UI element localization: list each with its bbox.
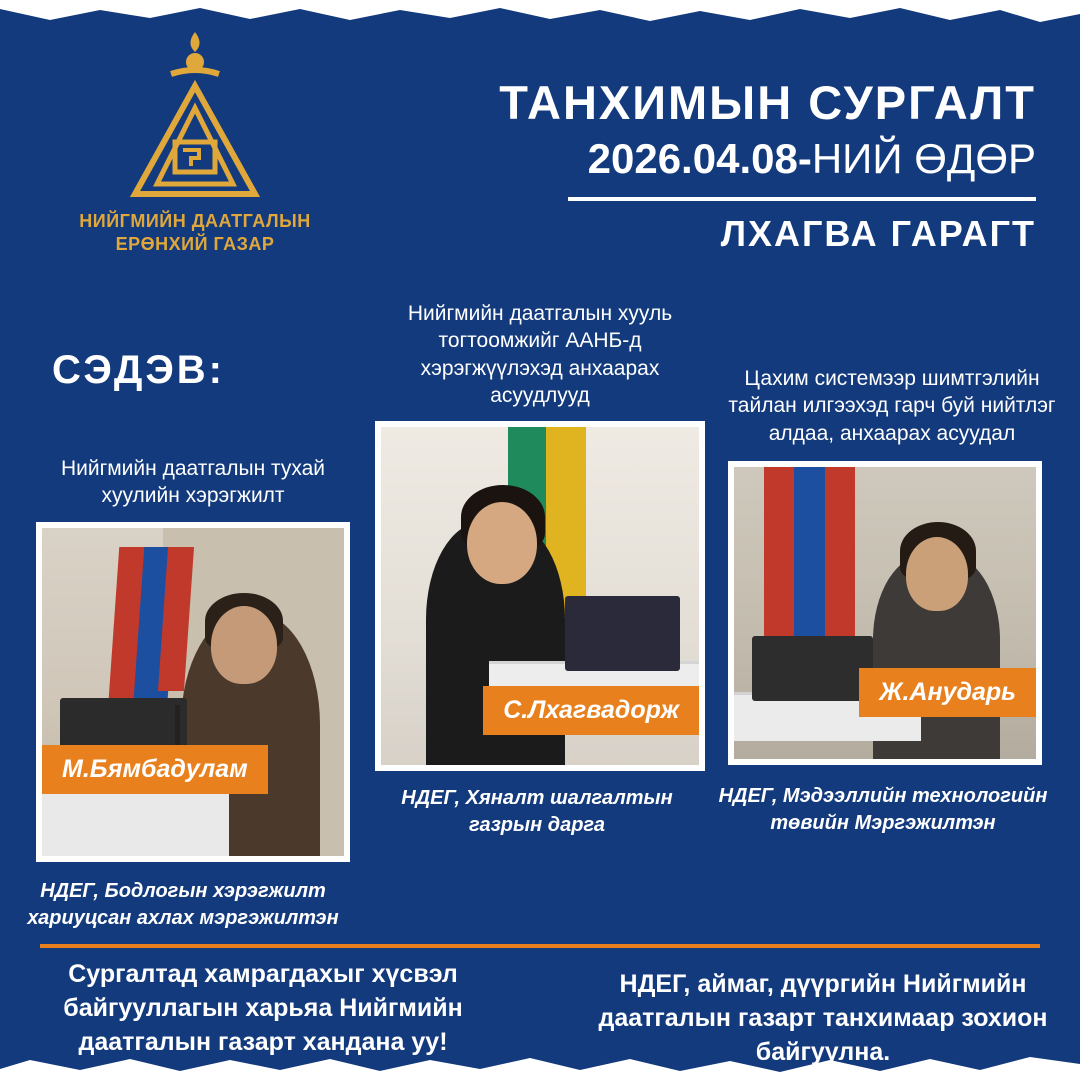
speaker-role: НДЕГ, Мэдээллийн технологийн төвийн Мэргэжилтэн	[718, 784, 1048, 834]
poster-day: ЛХАГВА ГАРАГТ	[720, 213, 1036, 255]
footer-divider	[40, 944, 1040, 948]
topic-label: СЭДЭВ:	[52, 348, 225, 392]
speaker-topic: Нийгмийн даатгалын хууль тогтоомжийг ААНБ-д хэрэгжүүлэхэд анхаарах асуудлууд	[407, 302, 673, 407]
speaker-card	[18, 455, 368, 932]
soyombo-emblem-icon	[105, 24, 285, 204]
speaker-role: НДЕГ, Бодлогын хэрэгжилт хариуцсан ахлах мэргэжилтэн	[27, 879, 339, 929]
speaker-photo-2	[375, 421, 705, 771]
footer-note-right: НДЕГ, аймаг, дүүргийн Нийгмийн даатгалын газарт танхимаар зохион байгуулна.	[598, 970, 1048, 1066]
org-line-1: НИЙГМИЙН ДААТГАЛЫН	[79, 211, 311, 231]
poster-title: ТАНХИМЫН СУРГАЛТ	[499, 76, 1036, 129]
photo-person-head	[211, 606, 277, 684]
date-number: 2026.04.08-	[587, 135, 812, 183]
speaker-topic: Нийгмийн даатгалын тухай хуулийн хэрэгжилт	[60, 457, 326, 508]
header-divider	[568, 197, 1036, 201]
poster-header	[456, 78, 1036, 255]
footer-note-left: Сургалтад хамрагдахыг хүсвэл байгууллагын харьяа Нийгмийн даатгалын газарт хандана уу!	[63, 960, 463, 1056]
organization-name	[30, 210, 360, 257]
org-line-2: ЕРӨНХИЙ ГАЗАР	[115, 234, 275, 255]
poster-date	[456, 137, 1036, 181]
speaker-photo-1	[36, 522, 350, 862]
speaker-photo-3	[728, 461, 1042, 765]
speaker-name-tag: С.Лхагвадорж	[483, 686, 699, 735]
organization-logo	[30, 24, 360, 257]
photo-laptop	[565, 596, 679, 670]
photo-person-head	[906, 537, 968, 611]
speaker-name-tag: М.Бямбадулам	[42, 745, 268, 794]
photo-laptop	[752, 636, 873, 700]
photo-person-head	[467, 502, 537, 584]
speaker-card	[718, 365, 1066, 837]
speaker-card	[372, 300, 708, 839]
photo-flag-red-2	[825, 467, 855, 636]
date-suffix: НИЙ ӨДӨР	[811, 135, 1036, 183]
speaker-name-tag: Ж.Анударь	[859, 668, 1036, 717]
speaker-topic: Цахим системээр шимтгэлийн тайлан илгээхэд гарч буй нийтлэг алдаа, анхаарах асуудал	[728, 367, 1056, 445]
speaker-role: НДЕГ, Хяналт шалгалтын газрын дарга	[401, 787, 673, 837]
torn-edge-top	[0, 0, 1080, 26]
